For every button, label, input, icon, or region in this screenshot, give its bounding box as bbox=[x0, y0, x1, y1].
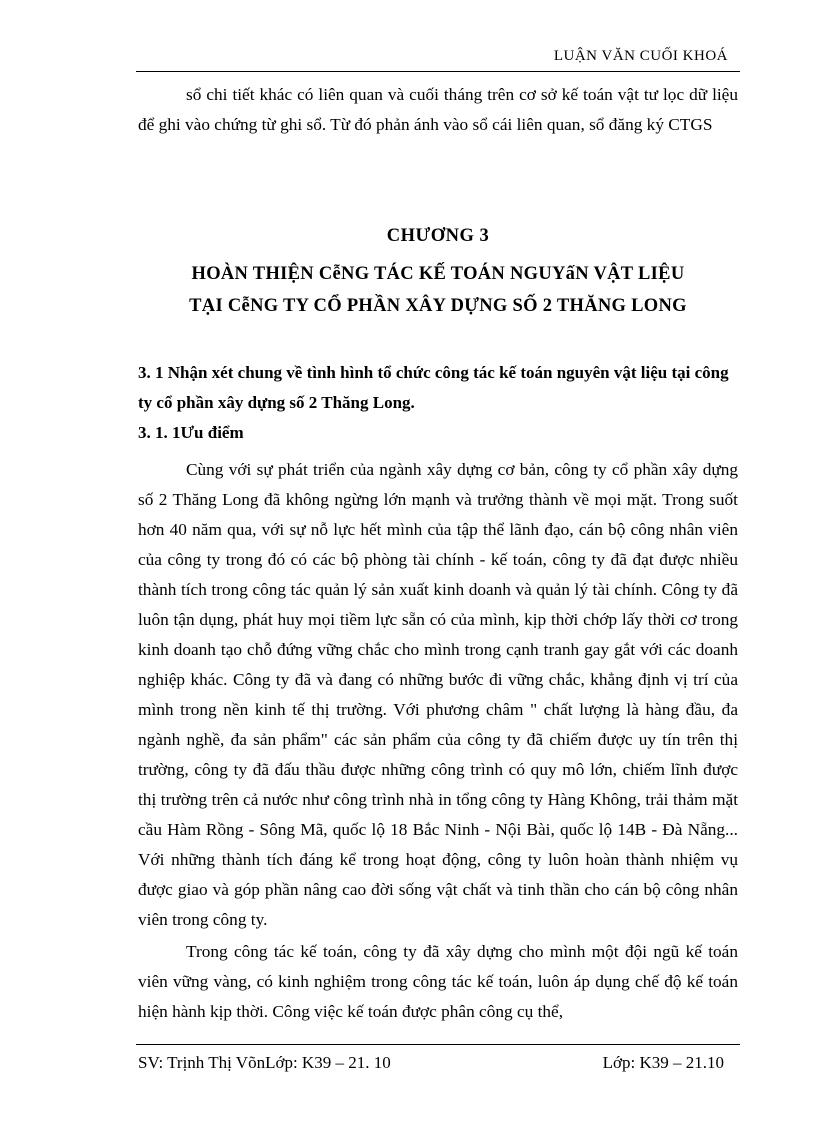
intro-paragraph: sổ chi tiết khác có liên quan và cuối tháng trên cơ sở kế toán vật tư lọc dữ liệu để ghi vào chứng từ ghi sổ. Từ đó phản ánh vào sổ cái liên quan, sổ đăng ký CTGS bbox=[138, 85, 738, 134]
running-header-title: LUẬN VĂN CUỐI KHOÁ bbox=[553, 48, 728, 64]
footer-class-info: Lớp: K39 – 21.10 bbox=[602, 1053, 724, 1072]
footer-divider bbox=[136, 1044, 740, 1045]
chapter-title-line-1: HOÀN THIỆN CễNG TÁC KẾ TOÁN NGUYấN VẬT LIỆU bbox=[191, 264, 685, 284]
chapter-title-line-2: TẠI CễNG TY CỔ PHẦN XÂY DỰNG SỐ 2 THĂNG LONG bbox=[189, 296, 687, 316]
section-subheading: 3. 1. 1Ưu điểm bbox=[138, 423, 244, 442]
chapter-number: CHƯƠNG 3 bbox=[386, 226, 490, 246]
chapter-title bbox=[136, 258, 740, 322]
body-paragraph-1: Cùng với sự phát triển của ngành xây dựng cơ bản, công ty cổ phần xây dựng số 2 Thăng Long đã không ngừng lớn mạnh và trưởng thành về mọi mặt. Trong suốt hơn 40 năm qua, với sự nỗ lực hết mình của tập thể lãnh đạo, cán bộ công nhân viên của công ty trong đó có các bộ phòng tài chính - kế toán, công ty đã đạt được nhiều thành tích trong công tác quản lý sản xuất kinh doanh và quản lý tài chính. Công ty đã luôn tận dụng, phát huy mọi tiềm lực sẵn có của mình, kịp thời chớp lấy thời cơ trong kinh doanh tạo chỗ đứng vững chắc cho mình trong cạnh tranh gay gắt với các doanh nghiệp khác. Công ty đã và đang có những bước đi vững chắc, khẳng định vị trí của mình trong nền kinh tế thị trường. Với phương châm " chất lượng là hàng đầu, đa ngành nghề, đa sản phẩm" các sản phẩm của công ty đã chiếm được uy tín trên thị trường, công ty đã đấu thầu được những công trình có quy mô lớn, chiếm lĩnh được thị trường trên cả nước như công trình nhà in tổng công ty Hàng Không, trải thảm mặt cầu Hàm Rồng - Sông Mã, quốc lộ 18 Bắc Ninh - Nội Bài, quốc lộ 14B - Đà Nẵng... Với những thành tích đáng kể trong hoạt động, công ty luôn hoàn thành nhiệm vụ được giao và góp phần nâng cao đời sống vật chất và tinh thần cho cán bộ công nhân viên trong công ty. bbox=[138, 460, 738, 929]
running-header bbox=[136, 45, 740, 72]
body-paragraph-2: Trong công tác kế toán, công ty đã xây dựng cho mình một đội ngũ kế toán viên vững vàng, có kinh nghiệm trong công tác kế toán, luôn áp dụng chế độ kế toán hiện hành kịp thời. Công việc kế toán được phân công cụ thể, bbox=[138, 942, 738, 1021]
footer-student-info: SV: Trịnh Thị VõnLớp: K39 – 21. 10 bbox=[138, 1053, 391, 1072]
section-heading: 3. 1 Nhận xét chung về tình hình tổ chức công tác kế toán nguyên vật liệu tại công ty cổ phần xây dựng số 2 Thăng Long. bbox=[138, 363, 729, 412]
